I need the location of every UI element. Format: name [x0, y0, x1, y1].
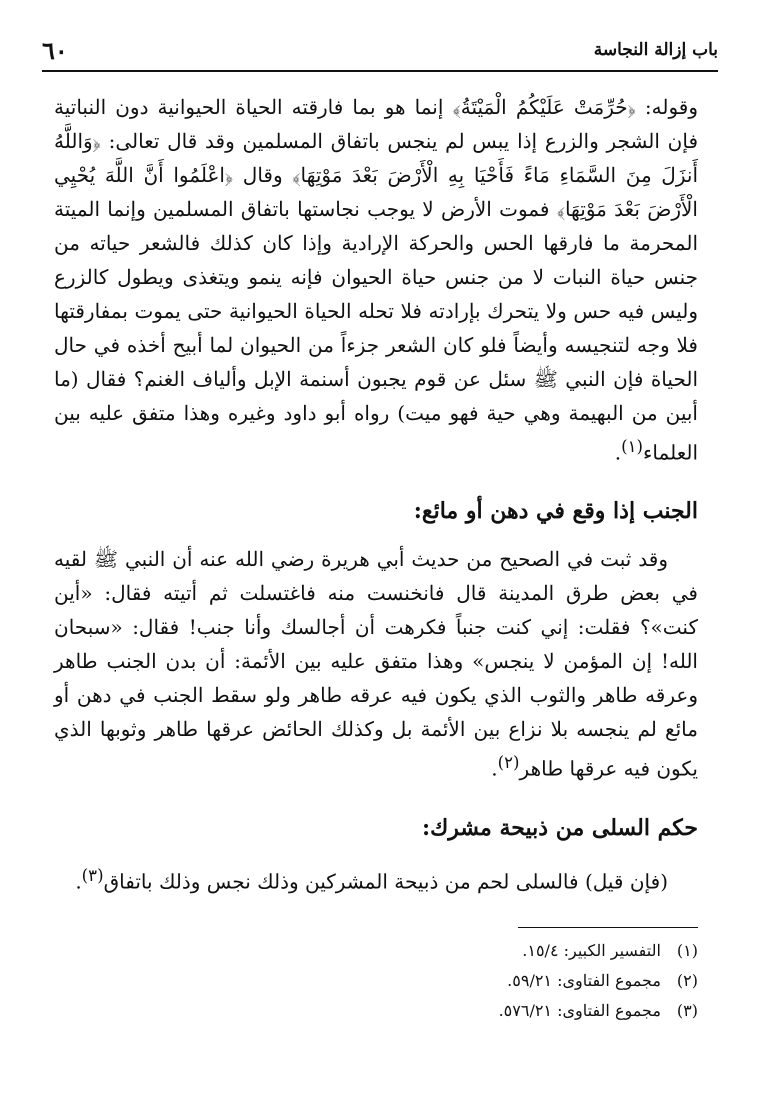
section-heading: حكم السلى من ذبيحة مشرك: [422, 815, 698, 842]
running-header [42, 30, 718, 72]
section-heading: الجنب إذا وقع في دهن أو مائع: [413, 497, 698, 524]
footnote-reference: (١) [621, 437, 644, 456]
paragraph-text: (فإن قيل) فالسلى لحم من ذبيحة المشركين وذلك نجس وذلك باتفاق [103, 869, 668, 894]
paragraph: وقد ثبت في الصحيح من حديث أبي هريرة رضي الله عنه أن النبي ﷺ لقيه في بعض طرق المدينة قال فانخنست منه فاغتسلت ثم أتيته فقال: «أين كنت»؟ فقلت: إني كنت جنباً فكرهت أن أجالسك وأنا جنب! فقال: «سبحان الله! إن المؤمن لا ينجس» وهذا متفق عليه بين الأئمة: أن بدن الجنب طاهر وعرقه طاهر والثوب الذي يكون فيه عرقه طاهر ولو سقط الجنب في دهن أو مائع لم ينجسه بلا نزاع بين الأئمة بل وكذلك الحائض عرقها طاهر وثوبها الذي يكون فيه عرقها طاهر$^{(٢)}$. [54, 546, 698, 781]
paragraph: وقوله: ﴿حُرِّمَتْ عَلَيْكُمُ الْمَيْتَةُ﴾ إنما هو بما فارقته الحياة الحيوانية دون النباتية فإن الشجر والزرع إذا يبس لم ينجس باتفاق المسلمين وقد قال تعالى: ﴿وَاللَّهُ أَنزَلَ مِنَ السَّمَاءِ مَاءً فَأَحْيَا بِهِ الْأَرْضَ بَعْدَ مَوْتِهَا﴾ وقال ﴿اعْلَمُوا أَنَّ اللَّهَ يُحْيِي الْأَرْضَ بَعْدَ مَوْتِهَا﴾ فموت الأرض لا يوجب نجاستها باتفاق المسلمين وإنما الميتة المحرمة ما فارقها الحس والحركة الإرادية وإذا كان كذلك فالشعر حياته من جنس حياة النبات لا من جنس حياة الحيوان فإنه ينمو ويتغذى ويطول كالزرع وليس فيه حس ولا يتحرك بإرادته فلا تحله الحياة الحيوانية حتى يموت بمفارقتها فلا وجه لتنجيسه وأيضاً فلو كان الشعر جزءاً من الحيوان لما أبيح أخذه في حال الحياة فإن النبي ﷺ سئل عن قوم يجبون أسنمة الإبل وألياف الغنم؟ فقال (ما أبين من البهيمة وهي حية فهو ميت) رواه أبو داود وغيره وهذا متفق عليه بين العلماء$^{(١)}$. [54, 95, 698, 465]
footnote [300, 966, 698, 996]
footnote-separator [518, 927, 698, 928]
footnote-number: (٢) [676, 971, 698, 990]
footnote-text: مجموع الفتاوى: ٥٩/٢١. [507, 971, 661, 990]
footnote-text: التفسير الكبير: ١٥/٤. [522, 941, 661, 960]
footnote-text: مجموع الفتاوى: ٥٧٦/٢١. [498, 1001, 661, 1020]
chapter-title: باب إزالة النجاسة [593, 40, 718, 60]
page-number: ٦٠ [42, 35, 68, 65]
paragraph-text: وقد ثبت في الصحيح من حديث أبي هريرة رضي الله عنه أن النبي ﷺ لقيه في بعض طرق المدينة قال فانخنست منه فاغتسلت ثم أتيته فقال: «أين كنت»؟ فقلت: إني كنت جنباً فكرهت أن أجالسك وأنا جنب! فقال: «سبحان الله! إن المؤمن لا ينجس» وهذا متفق عليه بين الأئمة: أن بدن الجنب طاهر وعرقه طاهر والثوب الذي يكون فيه عرقه طاهر ولو سقط الجنب في دهن أو مائع لم ينجسه بلا نزاع بين الأئمة بل وكذلك الحائض عرقها طاهر وثوبها الذي يكون فيه عرقها طاهر [54, 546, 698, 781]
footnote [300, 936, 698, 966]
footnotes [300, 936, 698, 1026]
main-text [54, 90, 698, 899]
footnote [300, 996, 698, 1026]
footnote-number: (٣) [676, 1001, 698, 1020]
footnote-reference: (٣) [81, 866, 104, 886]
footnote-reference: (٢) [497, 752, 520, 772]
footnote-number: (١) [676, 941, 698, 960]
paragraph: (فإن قيل) فالسلى لحم من ذبيحة المشركين وذلك نجس وذلك باتفاق$^{(٣)}$. [75, 866, 668, 894]
paragraph-text: وقوله: ﴿حُرِّمَتْ عَلَيْكُمُ الْمَيْتَةُ﴾ إنما هو بما فارقته الحياة الحيوانية دون النباتية فإن الشجر والزرع إذا يبس لم ينجس باتفاق المسلمين وقد قال تعالى: ﴿وَاللَّهُ أَنزَلَ مِنَ السَّمَاءِ مَاءً فَأَحْيَا بِهِ الْأَرْضَ بَعْدَ مَوْتِهَا﴾ وقال ﴿اعْلَمُوا أَنَّ اللَّهَ يُحْيِي الْأَرْضَ بَعْدَ مَوْتِهَا﴾ فموت الأرض لا يوجب نجاستها باتفاق المسلمين وإنما الميتة المحرمة ما فارقها الحس والحركة الإرادية وإذا كان كذلك فالشعر حياته من جنس حياة النبات لا من جنس حياة الحيوان فإنه ينمو ويتغذى ويطول كالزرع وليس فيه حس ولا يتحرك بإرادته فلا تحله الحياة الحيوانية حتى يموت بمفارقتها فلا وجه لتنجيسه وأيضاً فلو كان الشعر جزءاً من الحيوان لما أبيح أخذه في حال الحياة فإن النبي ﷺ سئل عن قوم يجبون أسنمة الإبل وألياف الغنم؟ فقال (ما أبين من البهيمة وهي حية فهو ميت) رواه أبو داود وغيره وهذا متفق عليه بين العلماء [54, 95, 698, 465]
